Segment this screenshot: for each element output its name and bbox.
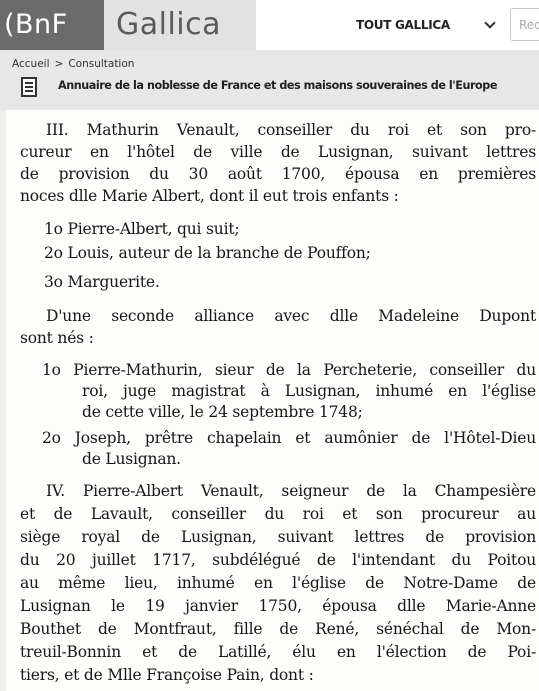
- text-line: du 20 juillet 1717, subdélégué de l'intendant du Poitou: [20, 551, 536, 569]
- search-scope-select[interactable]: [346, 10, 502, 40]
- list-item: 1o Pierre-Albert, qui suit;: [44, 220, 240, 238]
- bnf-logo-text: (BnF: [4, 9, 68, 40]
- top-bar: [0, 0, 539, 50]
- text-line: IV. Pierre-Albert Venault, seigneur de la Champesière: [46, 482, 536, 500]
- breadcrumb-home-link[interactable]: Accueil: [12, 58, 50, 70]
- text-line: de provision du 30 août 1700, épousa en premières: [20, 165, 536, 183]
- list-item: 2o Louis, auteur de la branche de Pouffon;: [44, 244, 371, 262]
- breadcrumb-current: Consultation: [68, 58, 135, 70]
- text-line: siège royal de Lusignan, suivant lettres de provision: [20, 528, 536, 546]
- text-line: D'une seconde alliance avec dlle Madeleine Dupont: [46, 307, 536, 325]
- list-item: 3o Marguerite.: [44, 273, 160, 291]
- text-line: noces dlle Marie Albert, dont il eut trois enfants :: [20, 187, 399, 205]
- text-line: cureur en l'hôtel de ville de Lusignan, suivant lettres: [20, 143, 536, 161]
- text-line: treuil-Bonnin et de Latillé, élu en l'élection de Poi-: [20, 643, 536, 661]
- breadcrumb: [12, 58, 134, 70]
- document-icon: [21, 77, 37, 97]
- text-line: Lusignan le 19 janvier 1750, épousa dlle Marie-Anne: [20, 597, 536, 615]
- text-line: sont nés :: [20, 329, 94, 347]
- list-item: 2o Joseph, prêtre chapelain et aumônier de l'Hôtel-Dieu: [42, 429, 536, 447]
- list-item: 1o Pierre-Mathurin, sieur de la Percheterie, conseiller du: [42, 361, 536, 379]
- list-item: roi, juge magistrat à Lusignan, inhumé en l'église: [82, 382, 536, 400]
- page-edge: [0, 110, 6, 691]
- text-line: III. Mathurin Venault, conseiller du roi et son pro-: [46, 121, 536, 139]
- search-input[interactable]: [510, 8, 539, 41]
- bnf-logo[interactable]: [0, 0, 104, 50]
- text-line: au même lieu, inhumé en l'église de Notre-Dame de: [20, 574, 536, 592]
- document-title: Annuaire de la noblesse de France et des maisons souveraines de l'Europe: [58, 79, 497, 92]
- search-scope-label: TOUT GALLICA: [356, 18, 450, 32]
- breadcrumb-separator: >: [54, 58, 64, 70]
- text-line: Bouthet de Montfraut, fille de René, sénéchal de Mon-: [20, 620, 536, 638]
- text-line: et de Lavault, conseiller du roi et son procureur au: [20, 505, 536, 523]
- gallica-logo[interactable]: [104, 0, 256, 50]
- gallica-logo-text: Gallica: [116, 7, 222, 42]
- chevron-down-icon: [484, 17, 495, 28]
- text-line: tiers, et de Mlle Françoise Pain, dont :: [20, 666, 314, 684]
- page-scan-viewer[interactable]: [0, 110, 539, 691]
- list-item: de Lusignan.: [82, 450, 181, 468]
- list-item: de cette ville, le 24 septembre 1748;: [82, 403, 363, 421]
